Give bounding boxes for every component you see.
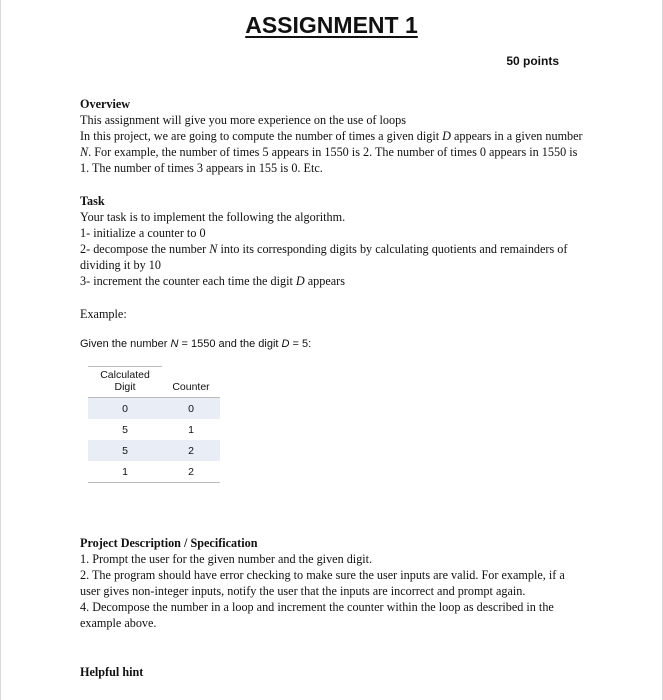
var-n: N xyxy=(209,242,218,256)
given-text-a: Given the number xyxy=(80,338,171,350)
project-item1: 1. Prompt the user for the given number and the given digit. xyxy=(80,552,373,566)
task-step2 xyxy=(80,241,585,273)
counter-cell: 1 xyxy=(188,423,194,436)
overview-text-b: appears in a given number xyxy=(450,129,583,143)
col1-line1: Calculated xyxy=(100,369,150,381)
overview-text-c: . For example, the number of times 5 appears in 1550 is 2. The number of times 0 appears in 1550 is 1. The number of times 3 appears in 155 is 0. Etc. xyxy=(80,145,578,175)
document-title xyxy=(0,12,663,39)
table-row xyxy=(88,440,220,461)
example-table xyxy=(88,366,220,483)
col-counter: Counter xyxy=(162,367,220,398)
var-n: N xyxy=(80,145,89,159)
task-step3-b: appears xyxy=(304,274,345,288)
counter-cell: 2 xyxy=(162,461,220,483)
given-text-c: = 5: xyxy=(289,338,312,350)
counter-cell: 2 xyxy=(162,440,220,461)
overview-section xyxy=(80,96,585,176)
task-step2-a: 2- decompose the number xyxy=(80,242,210,256)
hint-heading: Helpful hint xyxy=(80,665,144,679)
table-row xyxy=(88,398,220,420)
example-given xyxy=(80,336,585,352)
var-d: D xyxy=(281,338,290,350)
table-row xyxy=(88,461,220,483)
hint-section xyxy=(80,664,585,680)
task-step3 xyxy=(80,273,585,289)
task-section xyxy=(80,193,585,289)
col-calculated-digit xyxy=(88,367,162,398)
task-step2-b: into its corresponding digits by calculating quotients and remainders of dividing it by 10 xyxy=(80,242,568,272)
digit-cell: 5 xyxy=(122,423,128,436)
digit-cell: 1 xyxy=(88,461,162,483)
table-row xyxy=(88,419,220,440)
var-n: N xyxy=(170,338,179,350)
task-heading: Task xyxy=(80,194,105,208)
digit-cell: 0 xyxy=(88,398,162,420)
overview-paragraph xyxy=(80,128,585,176)
overview-text-a: In this project, we are going to compute the number of times a given digit xyxy=(80,129,443,143)
col1-line2: Digit xyxy=(114,381,136,393)
table-header-row xyxy=(88,367,220,398)
task-step1: 1- initialize a counter to 0 xyxy=(80,226,206,240)
given-text-b: = 1550 and the digit xyxy=(178,338,282,350)
title-text: ASSIGNMENT 1 xyxy=(245,12,418,38)
digit-cell: 5 xyxy=(88,440,162,461)
var-d: D xyxy=(442,129,451,143)
counter-cell: 0 xyxy=(162,398,220,420)
example-label: Example: xyxy=(80,307,127,321)
points-label: 50 points xyxy=(506,54,559,68)
project-section xyxy=(80,535,585,631)
task-intro: Your task is to implement the following the algorithm. xyxy=(80,210,346,224)
page-edge-left xyxy=(0,0,1,700)
project-item2: 2. The program should have error checking to make sure the user inputs are valid. For example, if a user gives non-integer inputs, notify the user that the inputs are incorrect and prompt again. xyxy=(80,568,565,598)
overview-line1: This assignment will give you more experience on the use of loops xyxy=(80,113,406,127)
var-d: D xyxy=(295,274,305,288)
project-item4: 4. Decompose the number in a loop and increment the counter within the loop as described in the example above. xyxy=(80,600,554,630)
overview-heading: Overview xyxy=(80,97,131,111)
project-heading: Project Description / Specification xyxy=(80,536,258,550)
task-step3-a: 3- increment the counter each time the digit xyxy=(80,274,296,288)
